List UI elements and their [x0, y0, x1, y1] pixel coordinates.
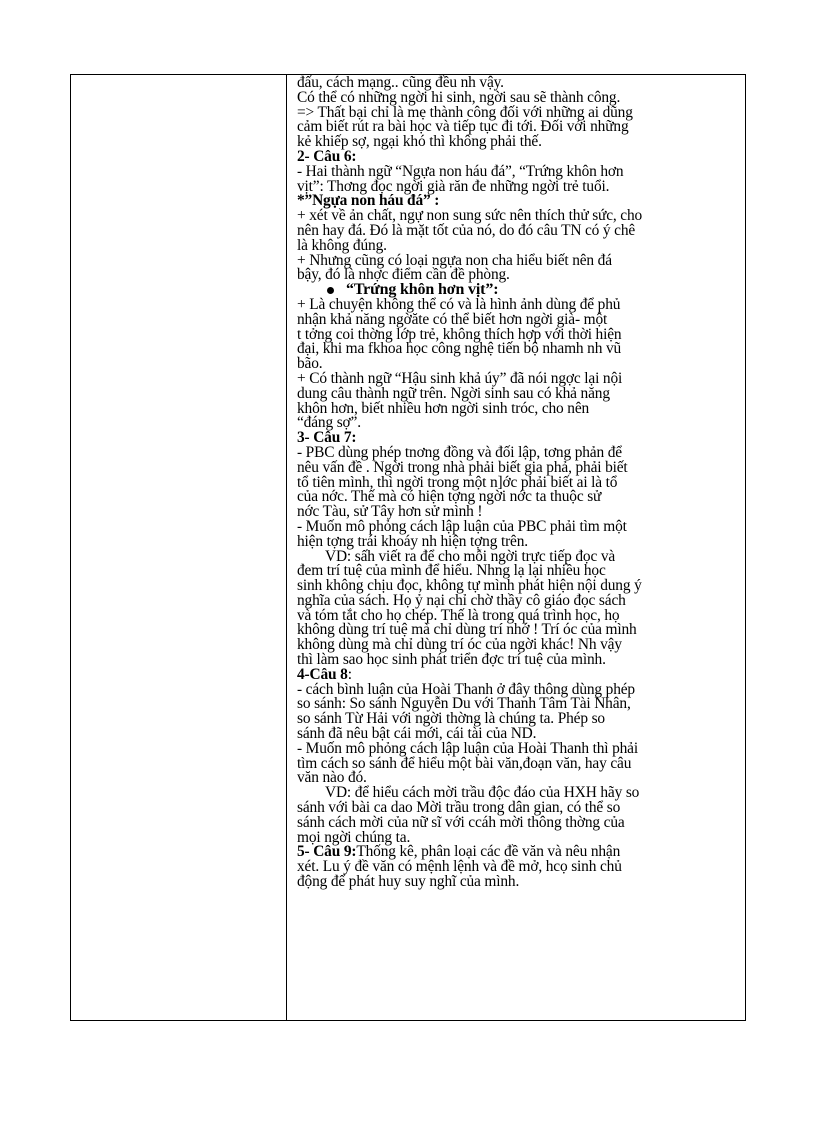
text-line: - PBC dùng phép tnơng đồng và đối lập, tơng phản để	[297, 443, 622, 461]
text-line: t tởng coi thờng lớp trẻ, không thích hợp với thời hiện	[297, 325, 622, 343]
text-line: Có thể có những ngời hi sinh, ngời sau sẽ thành công.	[297, 88, 621, 106]
text-line: không dùng mà chỉ dùng trí óc của ngời khác! Nh vậy	[297, 636, 622, 654]
text-line: sinh không chịu đọc, không tự mình phát hiện nội dung ý	[297, 577, 642, 595]
document-table	[70, 74, 746, 1021]
section-heading: 5- Câu 9:	[297, 843, 357, 861]
text-line: đấu, cách mạng.. cũng đều nh vậy.	[297, 74, 504, 91]
text-line: so sánh Từ Hải với ngời thờng là chúng ta. Phép so	[297, 710, 605, 728]
text-line: + Nhưng cũng có loại ngựa non cha hiểu biết nên đá	[297, 251, 612, 269]
text-line: mọi ngời chúng ta.	[297, 828, 411, 846]
text-line: - Muốn mô phỏng cách lập luận của Hoài Thanh thì phải	[297, 739, 638, 757]
text-line: “đáng sợ”.	[297, 414, 361, 432]
text-line: thì làm sao học sinh phát triển đợc trí tuệ của mình.	[297, 651, 606, 669]
text-line: văn nào đó.	[297, 769, 367, 787]
text-line: => Thất bại chỉ là mẹ thành công đối với những ai dũng	[297, 103, 633, 121]
text-line: sánh đã nêu bật cái mới, cái tài của ND.	[297, 725, 537, 743]
text-line: nên hay đá. Đó là mặt tốt của nó, do đó câu TN có ý chê	[297, 221, 636, 239]
text-line: sánh với bài ca dao Mời trầu trong dân gian, có thể so	[297, 799, 621, 817]
text-line: nêu vấn đề . Ngời trong nhà phải biết gia phả, phải biết	[297, 458, 628, 476]
text-line: vịt”: Thơng đọc ngời già răn đe những ngời trẻ tuổi.	[297, 177, 610, 195]
subheading: *”Ngựa non háu đá” :	[297, 192, 440, 210]
text-line: không dùng trí tuệ mà chỉ dùng trí nhớ ! Trí óc của mình	[297, 621, 637, 639]
text-line: sánh cách mời của nữ sĩ với ccáh mời thông thờng của	[297, 813, 625, 831]
text-line: nớc Tàu, sử Tây hơn sử mình !	[297, 503, 483, 521]
text-line: - cách bình luận của Hoài Thanh ở đây thông dùng phép	[297, 680, 635, 698]
table-left-column	[71, 75, 287, 1020]
text-line: hiện tợng trái khoáy nh hiện tợng trên.	[297, 532, 528, 550]
text-line: - Hai thành ngữ “Ngựa non háu đá”, “Trứng khôn hơn	[297, 162, 624, 180]
text-line: so sánh: So sánh Nguyễn Du với Thanh Tâm Tài Nhân,	[297, 695, 631, 713]
text-line: + Có thành ngữ “Hậu sinh khả úy” đã nói ngợc lại nội	[297, 369, 623, 387]
text-line: đem trí tuệ của mình để hiểu. Nhng lạ lại nhiều học	[297, 562, 606, 580]
text-line: của nớc. Thế mà có hiện tợng ngời nớc ta thuộc sử	[297, 488, 602, 506]
text-line: đại, khi ma fkhoa học công nghệ tiến bộ nhamh nh vũ	[297, 340, 622, 358]
text-line: xét. Lu ý đề văn có mệnh lệnh và đề mở, hcọ sinh chủ	[297, 858, 622, 876]
section-heading: 4-Câu 8	[297, 665, 348, 683]
section-heading: 2- Câu 6:	[297, 147, 357, 165]
text-inline: Thống kê, phân loại các đề văn và nêu nhận	[356, 843, 621, 861]
text-line: bậy, đó là nhợc điểm cần đề phòng.	[297, 266, 510, 284]
text-line: và tóm tắt cho họ chép. Thế là trong quá trình học, họ	[297, 606, 620, 624]
heading-colon: :	[347, 665, 352, 683]
text-line: + xét về ản chất, ngự non sung sức nên thích thử sức, cho	[297, 207, 643, 225]
text-line: nghĩa của sách. Họ ỷ nại chỉ chờ thầy cô giáo đọc sách	[297, 591, 626, 609]
text-line: + Là chuyện không thể có và là hình ảnh dùng để phủ	[297, 295, 621, 313]
section-heading: 3- Câu 7:	[297, 429, 357, 447]
text-line: tổ tiên mình, thì ngời trong một n]ớc phải biết ai là tổ	[297, 473, 618, 491]
text-line: động để phát huy suy nghĩ của mình.	[297, 873, 520, 891]
table-right-column	[297, 76, 741, 890]
text-line: dung câu thành ngữ trên. Ngời sinh sau có khả năng	[297, 384, 610, 402]
text-line: - Muốn mô phỏng cách lập luận của PBC phải tìm một	[297, 517, 627, 535]
bullet-icon	[327, 287, 334, 294]
text-line: nhận khả năng ngờăte có thể biết hơn ngời già- một	[297, 310, 608, 328]
text-line: kẻ khiếp sợ, ngại khó thì không phải thế.	[297, 133, 542, 151]
text-line: VD: sấh viết ra để cho mỗi ngời trực tiếp đọc và	[325, 547, 616, 565]
text-line: cảm biết rút ra bài học và tiếp tục đi tới. Đối với những	[297, 118, 629, 136]
text-line: tìm cách so sánh để hiểu một bài văn,đoạn văn, hay câu	[297, 754, 632, 772]
text-line: khôn hơn, biết nhiều hơn ngời sinh tróc, cho nên	[297, 399, 590, 417]
text-line: VD: để hiểu cách mời trầu độc đáo của HXH hãy so	[325, 784, 640, 802]
text-line: bão.	[297, 355, 323, 373]
text-line: là không đúng.	[297, 236, 387, 254]
bullet-text: “Trứng khôn hơn vịt”:	[346, 281, 499, 299]
